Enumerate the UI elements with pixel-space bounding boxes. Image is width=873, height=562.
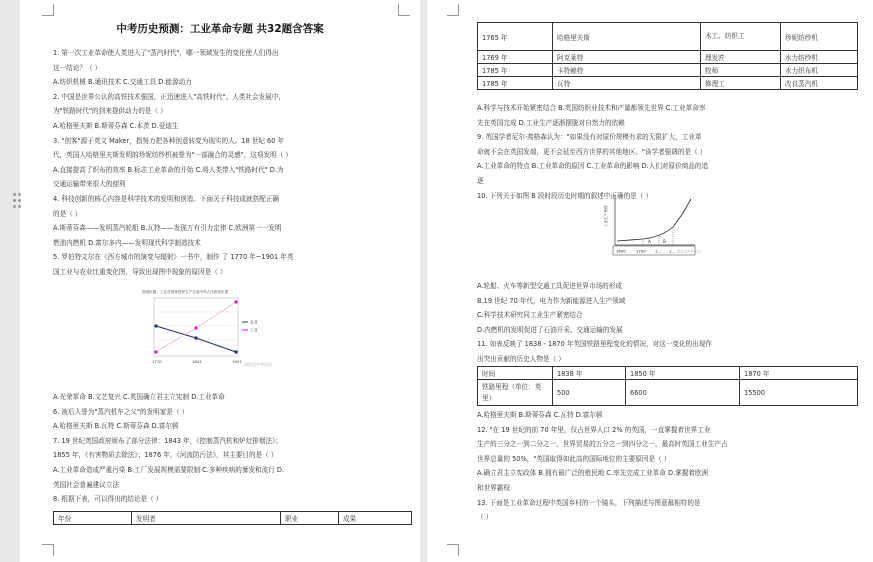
text-line: 12. "在 19 世纪的前 70 年里，仅占世界人口 2% 的英国，一直掌握着世界工业 [477, 425, 711, 434]
table-cell: 修理工 [701, 77, 781, 90]
text-line: A.直接提高了织布的效率 B.标志工业革命的开始 C.将人类带入"铁路时代" D.为 [53, 165, 284, 174]
text-line: 出突出贡献的历史人物是（ ） [477, 355, 565, 363]
text-line: A.科学与技术开始紧密结合 B.英国纺织业技术和产量都领先世界 C.工业革命率 [477, 104, 706, 112]
text-line: 11. 如表反映了 1838 - 1870 年英国铁路里程变化的情况，对这一变化的出现作 [477, 340, 712, 349]
table-header-cell: 时间 [478, 367, 553, 380]
text-line: 2. 中国是世界公认的高铁技术强国，正迅速进入"高铁时代"。人类社会发展中， [53, 92, 286, 101]
table-header-cell: 年份 [54, 512, 132, 525]
text-line: 燃油内燃机 D.富尔多内——发明现代科学制造技术 [53, 238, 201, 247]
industry-point [235, 301, 238, 304]
x-tick-label: 1770 [152, 359, 162, 364]
x-tick-label: 1... [655, 248, 662, 254]
document-page-left [20, 0, 420, 562]
table-header-cell: 成果 [339, 512, 412, 525]
chart-svg [603, 191, 703, 259]
crop-mark [398, 4, 410, 16]
watermark: 知识点中考历史 [677, 249, 701, 254]
text-line: 9. 英国学者尼尔·弗格森认为："如果没有对原价规模有求的无限扩大，工业革 [477, 133, 702, 142]
legend-label-industry: 工业 [250, 327, 258, 333]
text-line: 5. 罗伯特文尔在《西方城市的演变与辐射》一书中，制作 了 1770 年~1901 年英 [53, 253, 294, 262]
text-line: 的是（ ） [53, 209, 82, 218]
table-cell: 水力织布机 [781, 64, 858, 77]
crop-mark [447, 544, 459, 556]
text-line: A.哈格里夫斯 B.斯蒂芬森 C.瓦特 D.富尔顿 [477, 411, 603, 419]
text-line: 生产的三分之一到二分之一，世界贸易的五分之一到四分之一，最高时英国工业生产占 [477, 440, 728, 449]
table-cell: 改良蒸汽机 [781, 77, 858, 90]
segment-label-a: A [648, 239, 651, 244]
industry-point [155, 351, 158, 354]
text-line: A.哈格里夫斯 B.瓦特 C.斯蒂芬森 D.富尔顿 [53, 422, 179, 431]
document-page-right [427, 0, 873, 562]
text-line: 世界总量的 50%，"英国取得如此高的国际地位的主要原因是（ ） [477, 454, 671, 463]
chart-title: 图表标题：工业在国家国民生产总值中所占比例变化图 [142, 290, 229, 294]
table-row [478, 64, 858, 77]
table-cell: 阿克莱特 [553, 51, 701, 64]
text-line: B.19 世纪 70 年代，电力作为新能源进入生产领域 [477, 296, 626, 305]
table-header-cell: 发明者 [132, 512, 281, 525]
text-line: 1855 年，《有害物质去除法》；1876 年，《河流防污法》，其主要目的是（ ） [53, 451, 278, 460]
table-cell: 1785 年 [478, 64, 553, 77]
crop-mark [42, 4, 54, 16]
crop-mark [447, 4, 459, 16]
drag-handle-icon[interactable] [13, 193, 21, 209]
x-tick-label: 1841 [192, 359, 202, 364]
table-cell: 6600 [626, 380, 740, 406]
table-row [478, 23, 858, 51]
y-axis-label: 工业生产规模 [604, 205, 608, 227]
industry-point [195, 327, 198, 330]
document-title: 中考历史预测：工业革命专题 共32题含答案 [116, 23, 324, 35]
x-tick-label: 1700 [636, 248, 646, 254]
text-line: 13. 下面是工业革命过程中英国乡村的一个镜头，下列描述与图意最相符的是 [477, 498, 701, 507]
watermark: 知识点中考历史 [244, 362, 272, 367]
table-row [478, 77, 858, 90]
text-line: 代，英国人哈格里夫斯发明的珍妮纺纱机被誉为"一部融合的灵感"，这项发明（ ） [53, 151, 292, 160]
table-cell: 15500 [740, 380, 858, 406]
text-line: 先在英国完成 D.工业生产逐渐摆脱对自然力的依赖 [477, 118, 625, 127]
inventions-table [477, 22, 858, 90]
segment-label-b: B [663, 239, 666, 244]
text-line: 为"铁路时代"的到来提供动力的是（ ） [53, 107, 167, 116]
text-line: 6. 被后人誉为"蒸汽机车之父"的发明家是（ ） [53, 407, 189, 416]
chart-svg [140, 286, 272, 370]
text-line: A.轮船、火车等新型交通工具促进世界市场的形成 [477, 282, 622, 290]
table-cell: 木工、纺织工 [701, 23, 781, 51]
table-cell: 500 [553, 380, 626, 406]
industry-agriculture-chart [140, 286, 272, 370]
table-cell: 理发匠 [701, 51, 781, 64]
table-cell: 1765 年 [478, 23, 553, 51]
text-line: 国工业与农业比重变化图，导致出现图中现象的原因是（ ） [53, 268, 227, 276]
table-cell: 牧师 [701, 64, 781, 77]
text-line: 1. 第一次工业革命使人类进入了"蒸汽时代"，哪一领域发生的变化使人们得出 [53, 49, 279, 57]
table-header-cell: 职业 [281, 512, 339, 525]
text-line: D.内燃机的发明促进了石油开采、交通运输的发展 [477, 325, 623, 334]
text-line: 逐 [477, 177, 484, 185]
table-cell: 1769 年 [478, 51, 553, 64]
table-cell: 哈格里夫斯 [553, 23, 701, 51]
agriculture-point [195, 337, 198, 340]
text-line: 7. 19 世纪英国政府颁布了部分法律：1843 年，《控制蒸汽机和炉灶排烟法》； [53, 436, 282, 445]
table-header-cell: 1850 年 [626, 367, 740, 380]
table-row [478, 51, 858, 64]
text-line: 8. 根据下表，可以得出的结论是（ ） [53, 495, 163, 504]
production-curve [617, 199, 691, 241]
text-line: A.工业革命的特点 B.工业革命的原因 C.工业革命的影响 D.人们对原价商品的追 [477, 162, 709, 171]
table-cell: 卡特赖特 [553, 64, 701, 77]
table-cell: 水力纺纱机 [781, 51, 858, 64]
table-cell: 1785 年 [478, 77, 553, 90]
table-header-cell: 1870 年 [740, 367, 858, 380]
table-cell: 瓦特 [553, 77, 701, 90]
agriculture-point [155, 325, 158, 328]
text-line: 命就不会在英国发端，更不会延至西方世界的其他地区。"该学者强调的是（ ） [477, 147, 707, 156]
table-row-label: 铁路里程（单位：英里） [478, 380, 553, 406]
table-cell: 珍妮纺纱机 [781, 23, 858, 51]
text-line: 3. "创客"源于英文 Maker，指努力把各种创意转变为现实的人。18 世纪 60 年 [53, 136, 285, 145]
text-line: （ ） [477, 513, 493, 522]
text-line: A.斯蒂芬森——发明蒸汽轮船 B.瓦特——发现万有引力定律 C.欧洲第一一发明 [53, 224, 282, 233]
text-line: 这一结论？（ ） [53, 63, 102, 72]
text-line: 交通运输带来很大的便利 [53, 180, 126, 189]
production-scale-chart [603, 191, 703, 259]
text-line: 英国社会普遍建议立法 [53, 480, 119, 489]
text-line: A.纺织机械 B.通讯技术 C.交通工具 D.能源动力 [53, 78, 192, 87]
crop-mark [42, 544, 54, 556]
text-line: A.哈格里夫斯 B.斯蒂芬森 C.本茨 D.爱迪生 [53, 122, 179, 130]
x-tick-label: 1901 [232, 359, 242, 364]
text-line: 4. 科技创新的核心内容是科学技术的发明和创造。下面关于科技成就搭配正确 [53, 195, 279, 203]
text-line: A.工业革命造成严重污染 B.工厂发展规模需要限制 C.多种疾病的暴发和流行 D. [53, 466, 285, 474]
legend-label-agriculture: 农业 [250, 319, 258, 325]
text-line: A.光荣革命 B.文艺复兴 C.英国确立君主立宪制 D.工业革命 [53, 393, 225, 401]
agriculture-point [235, 351, 238, 354]
x-tick-label: 1... [669, 248, 676, 254]
text-line: 10. 下列关于如图 B 段时段历史时期的叙述中正确的是（ ） [477, 191, 653, 200]
table-header-cell: 1838 年 [553, 367, 626, 380]
text-line: 和世界霸权 [477, 484, 510, 492]
railway-mileage-table [477, 366, 858, 406]
inventions-table-header [53, 511, 412, 525]
text-line: A.确立君主立宪政体 B.拥有最广泛的殖民地 C.率先完成工业革命 D.掌握着欧洲 [477, 469, 709, 478]
x-tick-label: 1600 [616, 248, 626, 254]
text-line: C.科学技术研究同工业生产紧密结合 [477, 311, 583, 320]
